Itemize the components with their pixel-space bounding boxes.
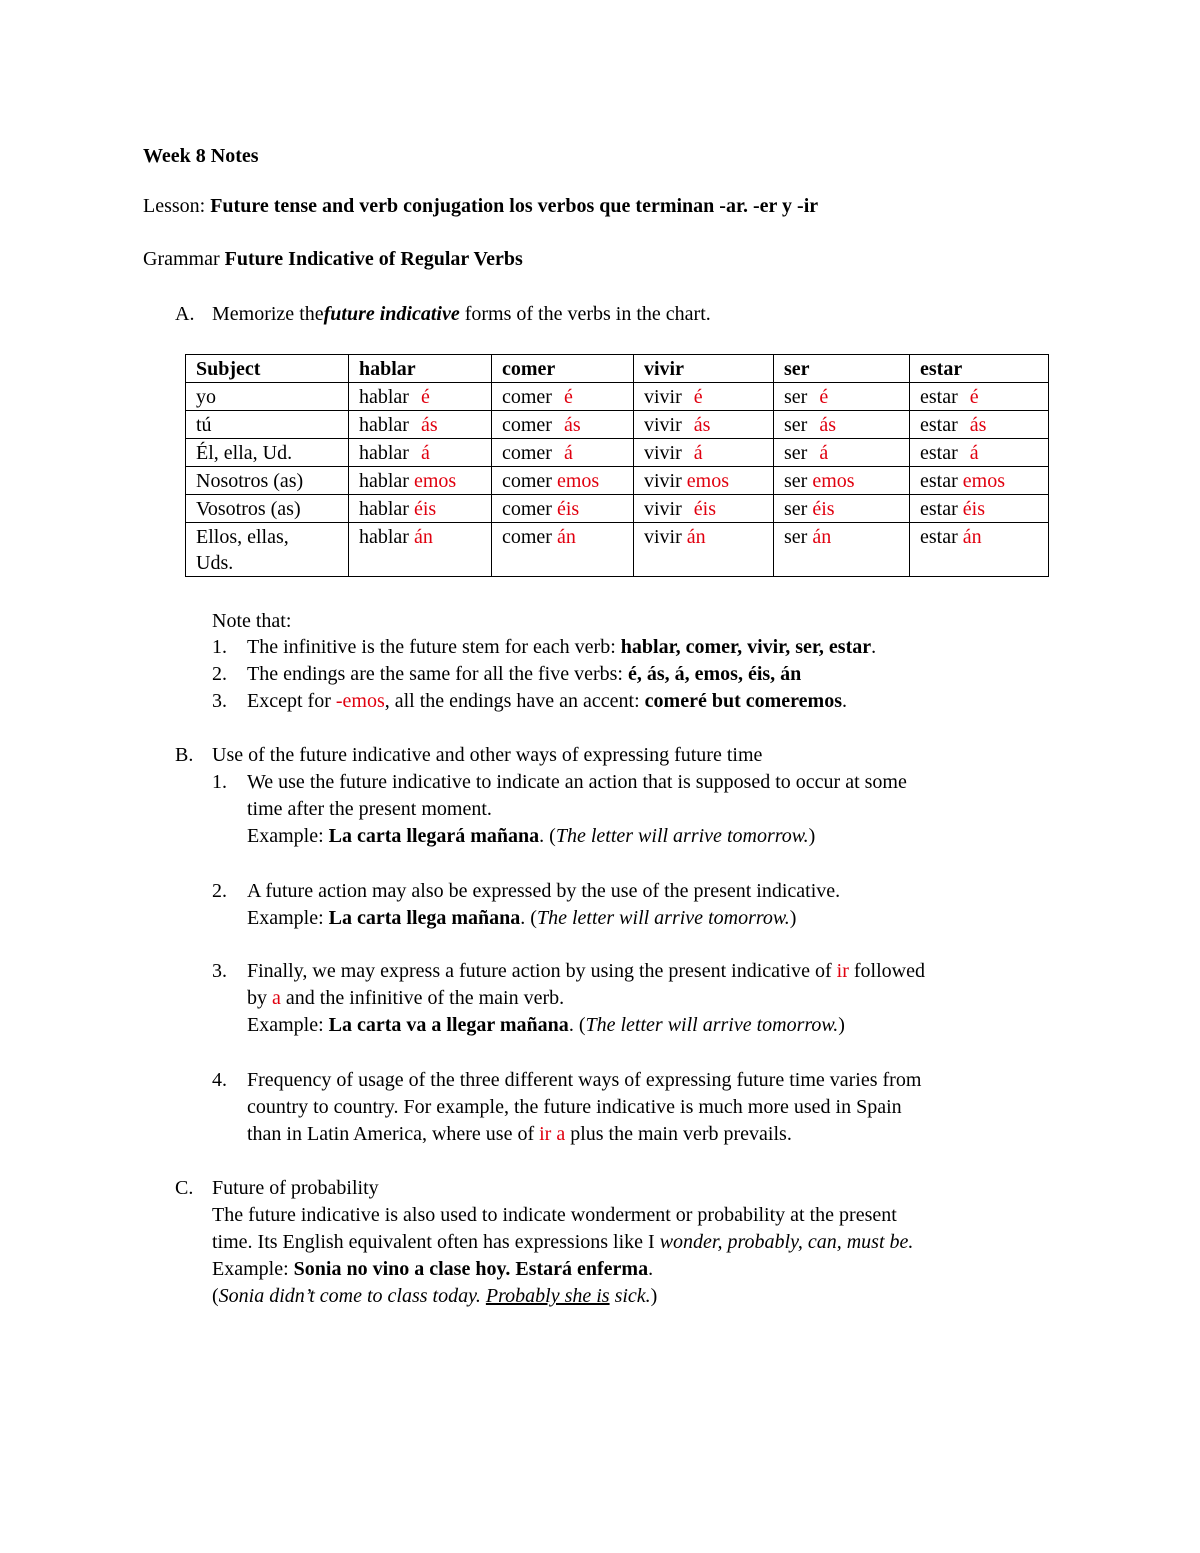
section-c-marker: C. (175, 1177, 194, 1199)
list-number: 3. (212, 960, 227, 982)
subject-cell: Vosotros (as) (186, 495, 349, 523)
conjugation-cell: ser emos (774, 467, 910, 495)
conjugation-cell: estar é (910, 383, 1049, 411)
example-line: Example: Sonia no vino a clase hoy. Estará enferma. (212, 1258, 654, 1280)
subject-cell: tú (186, 411, 349, 439)
conjugation-cell: estar án (910, 523, 1049, 577)
conjugation-cell: vivir emos (634, 467, 774, 495)
list-item-text: Frequency of usage of the three different ways of expressing future time varies from (247, 1069, 922, 1091)
lesson-line (143, 193, 818, 220)
note-item: Except for -emos, all the endings have an accent: comeré but comeremos. (247, 690, 847, 712)
conjugation-cell: vivir ás (634, 411, 774, 439)
conjugation-cell: hablar é (349, 383, 492, 411)
lesson-text: Future tense and verb conjugation los verbos que terminan -ar. -er y -ir (210, 195, 819, 217)
conjugation-cell: estar á (910, 439, 1049, 467)
conjugation-table (185, 354, 1049, 577)
list-number: 2. (212, 880, 227, 902)
conjugation-cell: vivir án (634, 523, 774, 577)
conjugation-cell: vivir á (634, 439, 774, 467)
table-row (186, 523, 1049, 577)
conjugation-cell: ser éis (774, 495, 910, 523)
conjugation-cell: hablar éis (349, 495, 492, 523)
table-header: hablar (349, 355, 492, 383)
table-header-row (186, 355, 1049, 383)
note-item-number: 3. (212, 690, 227, 712)
table-header: vivir (634, 355, 774, 383)
section-a-marker: A. (175, 303, 195, 325)
section-a-text: Memorize thefuture indicative forms of the verbs in the chart. (212, 303, 711, 325)
conjugation-cell: hablar á (349, 439, 492, 467)
lesson-label: Lesson: (143, 195, 206, 217)
note-item: The endings are the same for all the five verbs: é, ás, á, emos, éis, án (247, 663, 802, 685)
table-header: Subject (186, 355, 349, 383)
table-header: ser (774, 355, 910, 383)
grammar-text: Future Indicative of Regular Verbs (224, 248, 523, 270)
example-line: Example: La carta llegará mañana. (The letter will arrive tomorrow.) (247, 825, 816, 847)
conjugation-cell: ser é (774, 383, 910, 411)
note-item: The infinitive is the future stem for each verb: hablar, comer, vivir, ser, estar. (247, 636, 877, 658)
list-number: 4. (212, 1069, 227, 1091)
example-line: Example: La carta llega mañana. (The letter will arrive tomorrow.) (247, 907, 797, 929)
list-item-text: A future action may also be expressed by the use of the present indicative. (247, 880, 841, 902)
list-item-text: country to country. For example, the future indicative is much more used in Spain (247, 1096, 902, 1118)
page-title: Week 8 Notes (143, 145, 259, 167)
conjugation-cell: hablar án (349, 523, 492, 577)
list-item-text: by a and the infinitive of the main verb. (247, 987, 565, 1009)
conjugation-cell: vivir éis (634, 495, 774, 523)
conjugation-cell: estar emos (910, 467, 1049, 495)
section-c-text: time. Its English equivalent often has expressions like I wonder, probably, can, must be. (212, 1231, 914, 1253)
conjugation-cell: estar éis (910, 495, 1049, 523)
table-header: comer (492, 355, 634, 383)
table-row (186, 439, 1049, 467)
conjugation-cell: comer éis (492, 495, 634, 523)
example-line: Example: La carta va a llegar mañana. (The letter will arrive tomorrow.) (247, 1014, 845, 1036)
conjugation-cell: hablar emos (349, 467, 492, 495)
conjugation-cell: comer é (492, 383, 634, 411)
table-row (186, 467, 1049, 495)
list-item-text: than in Latin America, where use of ir a plus the main verb prevails. (247, 1123, 792, 1145)
conjugation-cell: ser án (774, 523, 910, 577)
subject-cell: Ellos, ellas, Uds. (186, 523, 349, 577)
grammar-line (143, 246, 523, 273)
conjugation-cell: comer ás (492, 411, 634, 439)
section-b-heading: Use of the future indicative and other ways of expressing future time (212, 744, 763, 766)
conjugation-cell: estar ás (910, 411, 1049, 439)
conjugation-cell: ser á (774, 439, 910, 467)
table-row (186, 383, 1049, 411)
example-translation: (Sonia didn’t come to class today. Probably she is sick.) (212, 1285, 658, 1307)
note-heading: Note that: (212, 610, 292, 632)
table-row (186, 411, 1049, 439)
section-b-marker: B. (175, 744, 194, 766)
subject-cell: Él, ella, Ud. (186, 439, 349, 467)
note-item-number: 1. (212, 636, 227, 658)
table-row (186, 495, 1049, 523)
conjugation-cell: comer á (492, 439, 634, 467)
note-item-number: 2. (212, 663, 227, 685)
subject-cell: Nosotros (as) (186, 467, 349, 495)
list-item-text: Finally, we may express a future action by using the present indicative of ir followed (247, 960, 925, 982)
section-c-text: The future indicative is also used to indicate wonderment or probability at the present (212, 1204, 897, 1226)
conjugation-cell: comer án (492, 523, 634, 577)
grammar-label: Grammar (143, 248, 220, 270)
conjugation-cell: hablar ás (349, 411, 492, 439)
list-number: 1. (212, 771, 227, 793)
list-item-text: We use the future indicative to indicate an action that is supposed to occur at some (247, 771, 907, 793)
conjugation-cell: comer emos (492, 467, 634, 495)
conjugation-cell: ser ás (774, 411, 910, 439)
conjugation-cell: vivir é (634, 383, 774, 411)
section-c-heading: Future of probability (212, 1177, 379, 1199)
list-item-text: time after the present moment. (247, 798, 492, 820)
table-header: estar (910, 355, 1049, 383)
subject-cell: yo (186, 383, 349, 411)
